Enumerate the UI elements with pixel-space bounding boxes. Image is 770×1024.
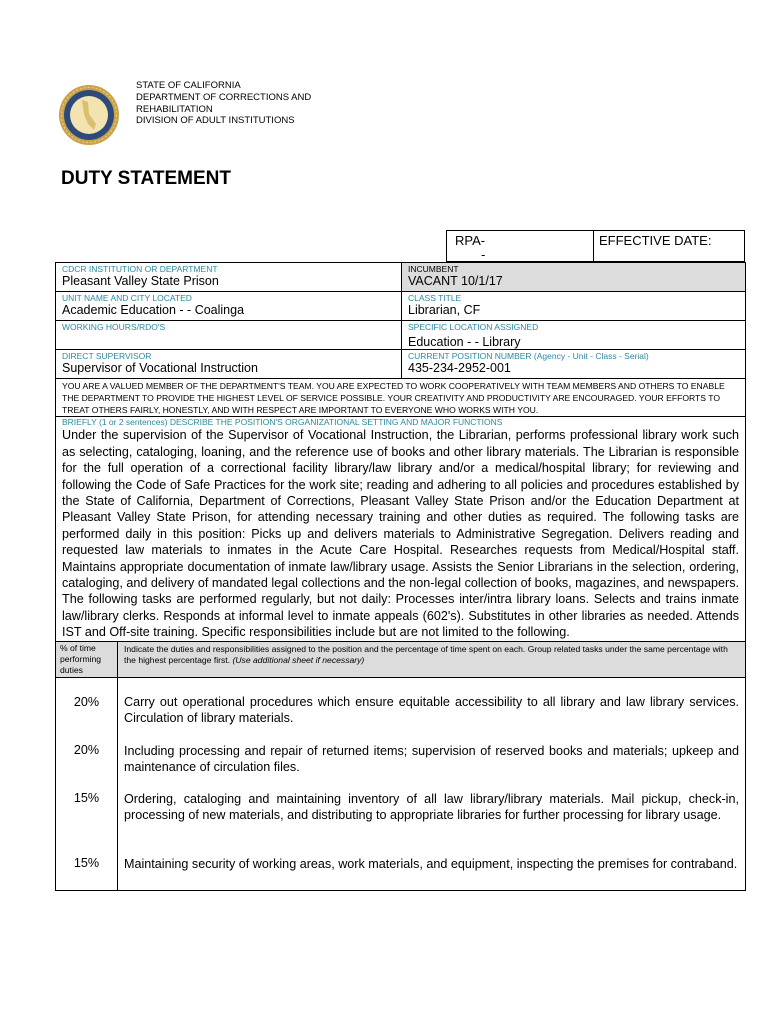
duty-percent[interactable]: 20% [56,727,118,776]
duties-list [56,678,745,890]
agency-header [136,80,311,127]
rpa-value: - [481,247,486,262]
field-label: WORKING HOURS/RDO'S [62,322,166,332]
location-field[interactable] [402,321,745,349]
working-hours-field[interactable] [56,321,402,349]
incumbent-field[interactable] [402,263,745,291]
unit-field[interactable] [56,292,402,320]
field-label: DIRECT SUPERVISOR [62,351,152,361]
field-label: CDCR INSTITUTION OR DEPARTMENT [62,264,218,274]
agency-line: DIVISION OF ADULT INSTITUTIONS [136,115,295,127]
field-label: SPECIFIC LOCATION ASSIGNED [408,322,539,332]
duty-row [56,727,745,776]
percent-time-label: % of time performing duties [56,642,118,677]
duties-instructions [118,642,745,677]
position-number-field[interactable] [402,350,745,378]
field-value: VACANT 10/1/17 [408,274,503,288]
field-value: Academic Education - - Coalinga [62,303,245,317]
duties-instructions-note: (Use additional sheet if necessary) [232,655,365,666]
supervisor-field[interactable] [56,350,402,378]
team-notice: YOU ARE A VALUED MEMBER OF THE DEPARTMENT'S TEAM. YOU ARE EXPECTED TO WORK COOPERATIVELY WITH TEAM MEMBERS AND OTHERS TO ENABLE THE DEPARTMENT TO PROVIDE THE HIGHEST LEVEL OF SERVICE POSSIBLE. YOUR CREATIVITY AND PRODUCTIVITY ARE ENCOURAGED. YOUR EFFORTS TO TREAT OTHERS FAIRLY, HONESTLY, AND WITH RESPECT ARE IMPORTANT TO EVERYONE WHO WORKS WITH YOU. [56,379,745,417]
institution-field[interactable] [56,263,402,291]
field-value: Pleasant Valley State Prison [62,274,219,288]
field-label: INCUMBENT [408,264,459,274]
duty-description[interactable]: Carry out operational procedures which ensure equitable accessibility to all library and law library services. Circulation of library materials. [124,694,739,726]
duty-row [56,776,745,842]
agency-line: REHABILITATION [136,103,213,115]
field-value: Supervisor of Vocational Instruction [62,361,258,375]
field-label: CURRENT POSITION NUMBER (Agency - Unit - Class - Serial) [408,351,649,361]
class-title-field[interactable] [402,292,745,320]
rpa-box [446,230,745,262]
duty-percent[interactable]: 15% [56,842,118,890]
rpa-label: RPA- [455,233,486,248]
effective-date-field[interactable]: EFFECTIVE DATE: [599,233,712,248]
duty-percent[interactable]: 15% [56,776,118,842]
duty-description[interactable]: Including processing and repair of returned items; supervision of reserved books and materials; upkeep and maintenance of circulation files. [124,743,739,775]
field-value: Librarian, CF [408,303,481,317]
state-seal-icon [58,84,120,146]
page-title: DUTY STATEMENT [61,168,231,189]
agency-line: DEPARTMENT OF CORRECTIONS AND [136,91,312,103]
brief-label: BRIEFLY (1 or 2 sentences) DESCRIBE THE POSITION'S ORGANIZATIONAL SETTING AND MAJOR FUNCTIONS [62,417,503,428]
duty-percent[interactable]: 20% [56,678,118,727]
position-description[interactable]: Under the supervision of the Supervisor of Vocational Instruction, the Librarian, performs professional library work such as selecting, cataloging, loaning, and the reference use of books and other library materials. The Librarian is responsible for the full operation of a correctional facility library/law library and/or a medical/hospital library; for reviewing and following the Code of Safe Practices for the work site; reading and adhering to all policies and procedures established by the State of California, Department of Corrections, Pleasant Valley State Prison and/or the Education Department at Pleasant Valley State Prison, for attending necessary training and other duties as required. The following tasks are performed daily in this position: Picks up and delivers materials to Administrative Segregation. Delivers reading and requested law materials to inmates in the Acute Care Hospital. Researches requests from Medical/Hospital staff. Maintains appropriate documentation of inmate law/library usage. Assists the Senior Librarians in the selection, ordering, cataloging, and delivery of mandated legal collections and the non-legal collection of books, magazines, and newspapers. The following tasks are performed regularly, but not daily: Processes inter/intra library loans. Selects and trains inmate law/library clerks. Responds at informal level to inmate appeals (602's). Substitutes in other libraries as needed. Attends IST and Off-site training. Specific responsibilities include but are not limited to the following. [62,428,739,640]
field-label: CLASS TITLE [408,293,462,303]
rpa-field[interactable] [447,231,594,261]
duty-description[interactable]: Maintaining security of working areas, work materials, and equipment, inspecting the premises for contraband. [124,856,738,871]
agency-line: STATE OF CALIFORNIA [136,80,241,91]
duty-row [56,678,745,727]
field-label: UNIT NAME AND CITY LOCATED [62,293,192,303]
duty-statement-form [55,262,746,891]
duties-header [56,641,745,678]
duty-row [56,842,745,890]
duties-instructions-text: Indicate the duties and responsibilities assigned to the position and the percentage of time spent on each. Group related tasks under the same percentage with the highest percentage first. [124,643,728,666]
field-value: Education - - Library [408,335,521,349]
field-value: 435-234-2952-001 [408,361,511,375]
duty-description[interactable]: Ordering, cataloging and maintaining inventory of all law library/library materials. Mail pickup, check-in, processing of new materials, and distributing to appropriate libraries for further processing for library usage. [124,791,739,823]
